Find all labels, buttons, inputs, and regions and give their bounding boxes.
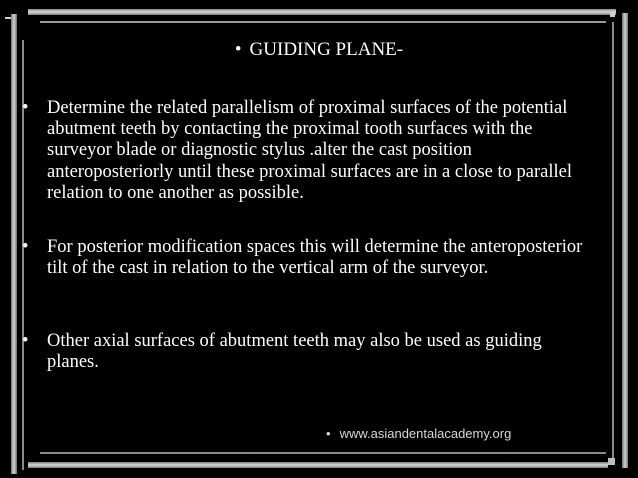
footer-url: www.asiandentalacademy.org xyxy=(339,426,512,441)
frame-right-line xyxy=(612,22,614,462)
frame-left-bar xyxy=(11,14,17,474)
frame-bottom-bar xyxy=(28,462,608,468)
frame-top-bar xyxy=(28,9,616,15)
footer xyxy=(326,426,511,442)
slide-title xyxy=(0,39,638,61)
frame-right-square xyxy=(610,12,615,17)
bullet-dot: • xyxy=(22,237,29,257)
frame-top-line xyxy=(40,21,606,23)
slide-title-text: GUIDING PLANE- xyxy=(249,39,404,60)
frame-bottom-right-square xyxy=(608,458,615,465)
bullet-dot: • xyxy=(22,98,29,118)
frame-right-bar xyxy=(622,13,628,468)
bullet-text: Determine the related parallelism of proximal surfaces of the potential abutment teeth by contacting the proximal tooth surfaces with the surveyor blade or diagnostic stylus .alter the cast position anteroposteriorly until these proximal surfaces are in a close to parallel relation to one another as possible. xyxy=(47,98,573,203)
bullet-text: For posterior modification spaces this will determine the anteroposterior tilt of the cast in relation to the vertical arm of the surveyor. xyxy=(47,237,583,279)
bullet-item xyxy=(22,237,597,279)
bullet-item xyxy=(22,98,597,204)
bullet-text: Other axial surfaces of abutment teeth may also be used as guiding planes. xyxy=(47,331,542,373)
bullet-dot: • xyxy=(234,39,242,60)
bullet-dot: • xyxy=(22,331,29,351)
bullet-dot: • xyxy=(326,426,331,441)
frame-bottom-line xyxy=(40,452,606,454)
bullet-item xyxy=(22,331,597,373)
